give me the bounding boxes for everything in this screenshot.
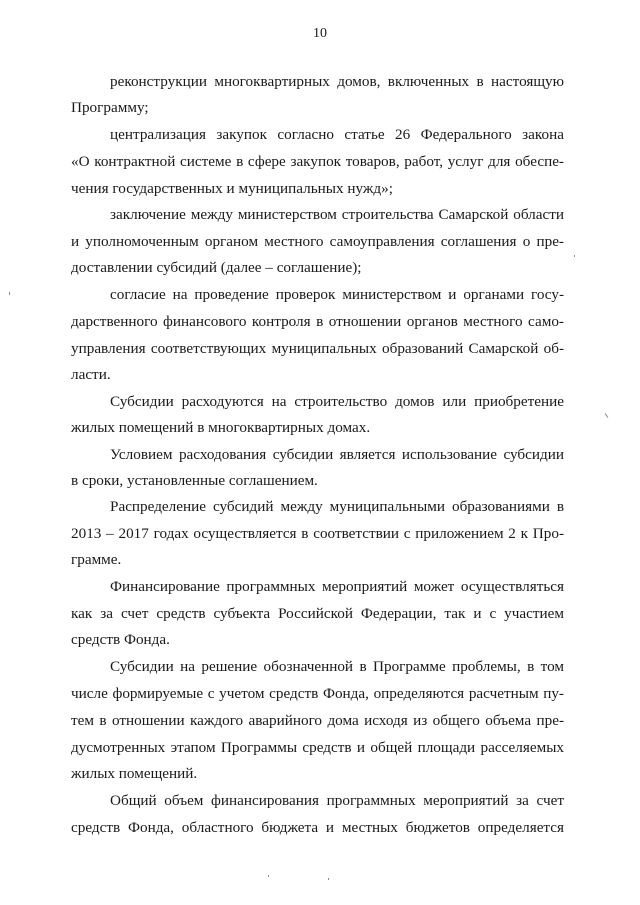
- paragraph-3-line-1: заключение между министерством строительства Самарской области: [110, 206, 564, 223]
- paragraph-4-line-2: дарственного финансового контроля в отношении органов местного само-: [71, 313, 564, 330]
- paragraph-9-line-3: тем в отношении каждого аварийного дома исходя из общего объема пре-: [71, 712, 564, 729]
- paragraph-9-line-5: жилых помещений.: [71, 765, 198, 782]
- paragraph-7-line-3: грамме.: [71, 551, 122, 568]
- paragraph-4-line-4: ласти.: [71, 366, 111, 383]
- paragraph-7-line-2: 2013 – 2017 годах осуществляется в соответствии с приложением 2 к Про-: [71, 525, 564, 542]
- scan-speck: [9, 292, 10, 295]
- paragraph-6-line-1: Условием расходования субсидии является использование субсидии: [110, 446, 564, 463]
- paragraph-1-line-2: Программу;: [71, 99, 149, 116]
- paragraph-9-line-2: числе формируемые с учетом средств Фонда, определяются расчетным пу-: [71, 685, 564, 702]
- paragraph-2-line-3: чения государственных и муниципальных нужд»;: [71, 180, 393, 197]
- paragraph-9-line-4: дусмотренных этапом Программы средств и общей площади расселяемых: [71, 739, 564, 756]
- scan-speck: [574, 255, 575, 257]
- paragraph-4-line-1: согласие на проведение проверок министерством и органами госу-: [110, 286, 564, 303]
- paragraph-2-line-2: «О контрактной системе в сфере закупок товаров, работ, услуг для обеспе-: [71, 153, 564, 170]
- paragraph-1-line-1: реконструкции многоквартирных домов, включенных в настоящую: [110, 73, 564, 90]
- paragraph-4-line-3: управления соответствующих муниципальных образований Самарской об-: [71, 340, 564, 357]
- paragraph-10-line-2: средств Фонда, областного бюджета и местных бюджетов определяется: [71, 819, 564, 836]
- scan-speck: [605, 413, 609, 418]
- paragraph-3-line-2: и уполномоченным органом местного самоуправления соглашения о пре-: [71, 233, 564, 250]
- paragraph-10-line-1: Общий объем финансирования программных мероприятий за счет: [110, 792, 564, 809]
- paragraph-5-line-1: Субсидии расходуются на строительство домов или приобретение: [110, 393, 564, 410]
- scan-speck: [328, 878, 329, 880]
- paragraph-7-line-1: Распределение субсидий между муниципальными образованиями в: [110, 498, 564, 515]
- scan-speck: [268, 875, 269, 877]
- paragraph-8-line-2: как за счет средств субъекта Российской Федерации, так и с участием: [71, 605, 564, 622]
- paragraph-5-line-2: жилых помещений в многоквартирных домах.: [71, 419, 371, 436]
- paragraph-9-line-1: Субсидии на решение обозначенной в Программе проблемы, в том: [110, 658, 564, 675]
- paragraph-2-line-1: централизация закупок согласно статье 26 Федерального закона: [110, 126, 564, 143]
- page-number: 10: [313, 26, 327, 41]
- paragraph-8-line-1: Финансирование программных мероприятий может осуществляться: [110, 578, 564, 595]
- paragraph-8-line-3: средств Фонда.: [71, 631, 170, 648]
- paragraph-3-line-3: доставлении субсидий (далее – соглашение);: [71, 259, 362, 276]
- paragraph-6-line-2: в сроки, установленные соглашением.: [71, 472, 318, 489]
